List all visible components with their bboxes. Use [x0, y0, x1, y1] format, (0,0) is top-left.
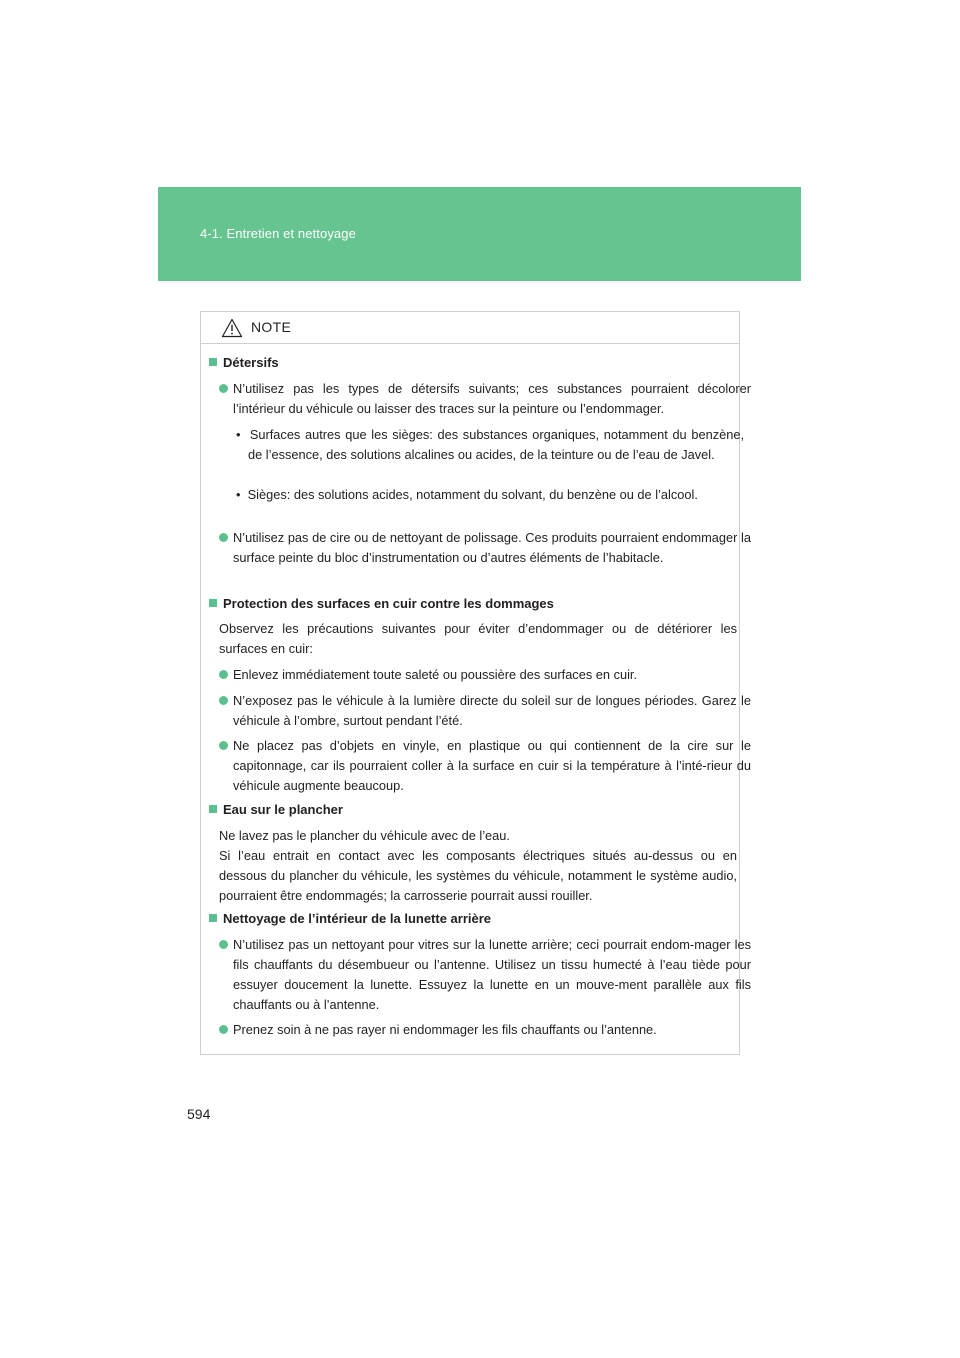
- note-title: NOTE: [251, 319, 292, 335]
- square-marker-icon: [209, 358, 217, 366]
- section-heading: Protection des surfaces en cuir contre les dommages: [209, 596, 554, 611]
- bullet-dot-icon: [219, 940, 228, 949]
- bullet-item: N’utilisez pas un nettoyant pour vitres sur la lunette arrière; ceci pourrait endom-mager les fils chauffants du désembueur ou l’antenne. Utilisez un tissu humecté à l’eau tiède pour essuyer doucement la lunette. Essuyez la lunette en un mouve-ment parallèle aux fils chauffants ou à l’antenne.: [219, 935, 751, 1015]
- bullet-item: N’exposez pas le véhicule à la lumière directe du soleil sur de longues périodes. Garez le véhicule à l’ombre, surtout pendant l’été.: [219, 691, 751, 731]
- page-number: 594: [187, 1106, 211, 1122]
- section-heading: Nettoyage de l’intérieur de la lunette arrière: [209, 911, 491, 926]
- bullet-dot-icon: [219, 741, 228, 750]
- note-header: [201, 312, 739, 344]
- sub-item: • Sièges: des solutions acides, notamment du solvant, du benzène ou de l’alcool.: [236, 487, 698, 502]
- bullet-item: Ne placez pas d’objets en vinyle, en plastique ou qui contiennent de la cire sur le capitonnage, car ils pourraient coller à la surface en cuir si la température à l’inté-rieur du véhicule augmente beaucoup.: [219, 736, 751, 796]
- bullet-dot-icon: [219, 384, 228, 393]
- bullet-dot-icon: [219, 1025, 228, 1034]
- bullet-item: N’utilisez pas les types de détersifs suivants; ces substances pourraient décolorer l’intérieur du véhicule ou laisser des traces sur la peinture ou l’endommager.: [219, 379, 751, 419]
- square-marker-icon: [209, 914, 217, 922]
- section-heading: Détersifs: [209, 355, 279, 370]
- bullet-item: Enlevez immédiatement toute saleté ou poussière des surfaces en cuir.: [219, 665, 751, 685]
- bullet-item: N’utilisez pas de cire ou de nettoyant de polissage. Ces produits pourraient endommager la surface peinte du bloc d’instrumentation ou d’autres éléments de l’habitacle.: [219, 528, 751, 568]
- square-marker-icon: [209, 805, 217, 813]
- section-paragraph: Ne lavez pas le plancher du véhicule avec de l’eau.: [219, 828, 510, 843]
- square-marker-icon: [209, 599, 217, 607]
- section-intro: Observez les précautions suivantes pour éviter d’endommager ou de détériorer les surfaces en cuir:: [219, 621, 737, 656]
- warning-triangle-icon: [221, 318, 243, 338]
- bullet-item: Prenez soin à ne pas rayer ni endommager les fils chauffants ou l’antenne.: [219, 1020, 751, 1040]
- bullet-dot-icon: [219, 670, 228, 679]
- note-box: [200, 311, 751, 1055]
- section-paragraph: Si l’eau entrait en contact avec les composants électriques situés au-dessus ou en dessous du plancher du véhicule, les systèmes du véhicule, notamment le système audio, pourraient être endommagés; la carrosserie pourrait aussi rouiller.: [219, 848, 737, 903]
- bullet-dot-icon: [219, 696, 228, 705]
- header-band: [158, 187, 801, 281]
- section-title: 4-1. Entretien et nettoyage: [200, 226, 356, 241]
- bullet-dot-icon: [219, 533, 228, 542]
- sub-item: • Surfaces autres que les sièges: des substances organiques, notamment du benzène, de l’essence, des solutions alcalines ou acides, de la teinture ou de l’eau de Javel.: [236, 427, 745, 462]
- section-heading: Eau sur le plancher: [209, 802, 343, 817]
